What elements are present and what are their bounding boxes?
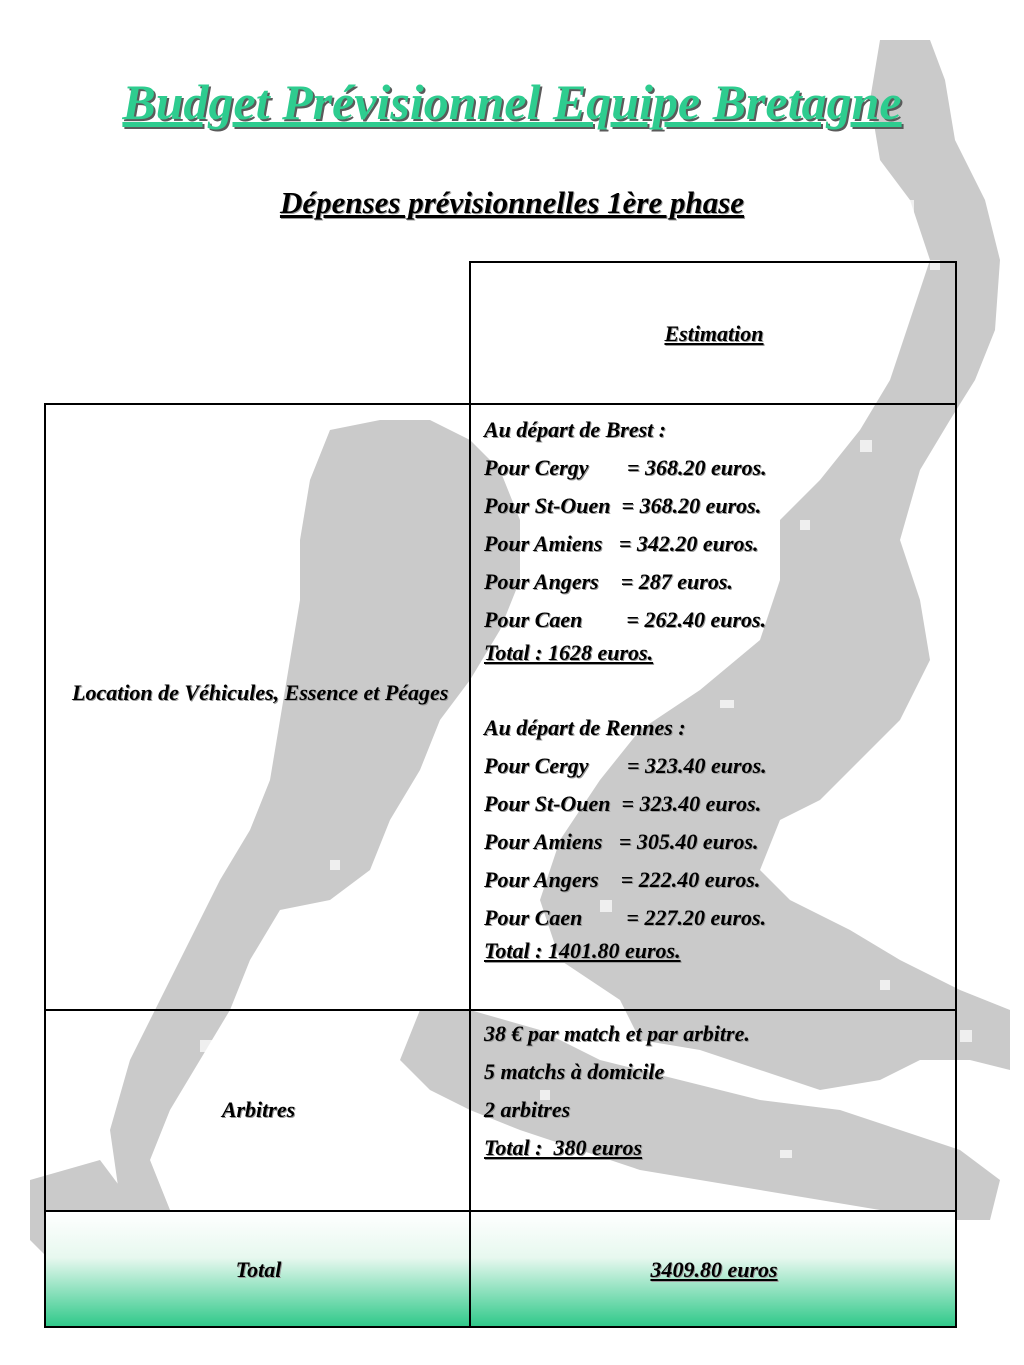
row-vehicles-value-cell	[469, 403, 957, 1011]
rennes-line-amiens: Pour Amiens = 305.40 euros.	[484, 829, 759, 854]
brest-heading: Au départ de Brest :	[484, 417, 667, 442]
row-vehicles-label: Location de Véhicules, Essence et Péages	[72, 680, 449, 705]
rennes-line-angers: Pour Angers = 222.40 euros.	[484, 867, 761, 892]
row-vehicles-label-cell	[44, 403, 471, 1011]
total-label-cell	[44, 1210, 471, 1328]
total-label: Total	[235, 1257, 282, 1282]
brest-line-amiens: Pour Amiens = 342.20 euros.	[484, 531, 759, 556]
referees-block	[484, 1015, 750, 1167]
total-value-cell	[469, 1210, 957, 1328]
rennes-line-st-ouen: Pour St-Ouen = 323.40 euros.	[484, 791, 762, 816]
header-estimation-cell	[469, 261, 957, 405]
header-estimation-label: Estimation	[664, 321, 764, 346]
brest-block	[484, 411, 767, 667]
referees-line-count: 2 arbitres	[484, 1097, 571, 1122]
referees-line-rate: 38 € par match et par arbitre.	[484, 1021, 750, 1046]
brest-line-cergy: Pour Cergy = 368.20 euros.	[484, 455, 767, 480]
rennes-total: Total : 1401.80 euros.	[484, 938, 681, 963]
rennes-line-cergy: Pour Cergy = 323.40 euros.	[484, 753, 767, 778]
brest-line-angers: Pour Angers = 287 euros.	[484, 569, 733, 594]
referees-line-matches: 5 matchs à domicile	[484, 1059, 665, 1084]
row-referees-value-cell	[469, 1009, 957, 1212]
row-referees-label: Arbitres	[221, 1097, 296, 1122]
page-subtitle: Dépenses prévisionnelles 1ère phase	[279, 185, 745, 220]
rennes-heading: Au départ de Rennes :	[484, 715, 686, 740]
referees-total: Total : 380 euros	[484, 1135, 643, 1160]
rennes-block	[484, 709, 767, 965]
row-referees-label-cell	[44, 1009, 471, 1212]
brest-line-caen: Pour Caen = 262.40 euros.	[484, 607, 767, 632]
page-title: Budget Prévisionnel Equipe Bretagne	[122, 74, 902, 130]
brest-total: Total : 1628 euros.	[484, 640, 654, 665]
total-value: 3409.80 euros	[650, 1257, 778, 1282]
rennes-line-caen: Pour Caen = 227.20 euros.	[484, 905, 767, 930]
brest-line-st-ouen: Pour St-Ouen = 368.20 euros.	[484, 493, 762, 518]
